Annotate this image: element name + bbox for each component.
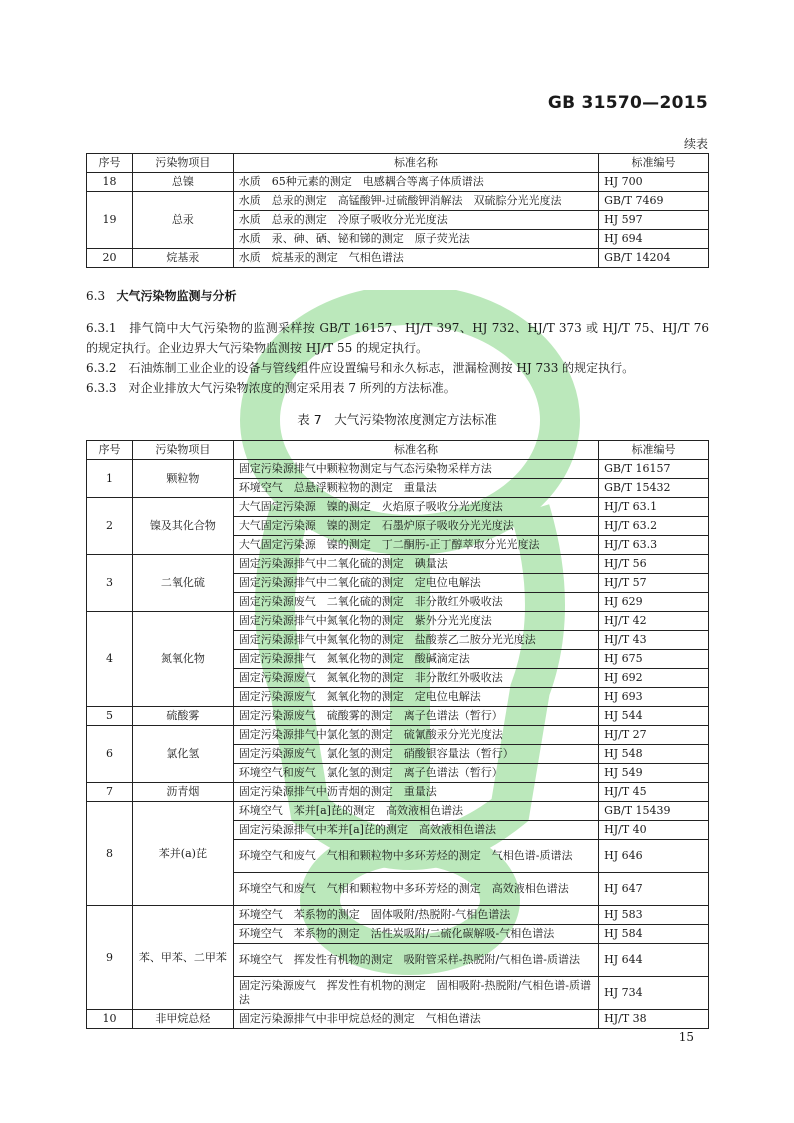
header-cell: 序号 <box>87 154 133 173</box>
standard-code-cell: HJ 629 <box>599 593 709 612</box>
standard-code-cell: HJ 675 <box>599 650 709 669</box>
standard-name: 大气固定污染源 镍的测定 丁二酮肟-正丁醇萃取分光光度法 <box>233 536 598 555</box>
paragraph-6-3-3: 6.3.3 对企业排放大气污染物浓度的测定采用表 7 所列的方法标准。 <box>86 381 456 395</box>
standard-name: 固定污染源废气 氯化氢的测定 硝酸银容量法（暂行） <box>233 745 598 764</box>
pollutant-item: 苯、甲苯、二甲苯 <box>132 906 233 1010</box>
standard-code-cell: HJ 734 <box>599 977 709 1010</box>
table-row <box>87 802 709 821</box>
table-caption: 表 7 大气污染物浓度测定方法标准 <box>297 412 497 427</box>
standard-code-cell: HJ 692 <box>599 669 709 688</box>
table-row <box>87 1010 709 1029</box>
table-row <box>87 783 709 802</box>
table-row <box>87 173 709 192</box>
header-cell: 标准名称 <box>233 154 598 173</box>
header-cell: 标准名称 <box>233 441 598 460</box>
row-number: 18 <box>87 173 133 192</box>
standard-code-cell: HJ 597 <box>599 211 709 230</box>
pollutant-item: 沥青烟 <box>132 783 233 802</box>
standard-name: 水质 总汞的测定 冷原子吸收分光光度法 <box>233 211 598 230</box>
table-row <box>87 612 709 631</box>
row-number: 7 <box>87 783 133 802</box>
row-number: 3 <box>87 555 133 612</box>
pollutant-item: 镍及其化合物 <box>132 498 233 555</box>
standard-code-cell: HJ/T 57 <box>599 574 709 593</box>
pollutant-item: 烷基汞 <box>132 249 233 268</box>
standard-code-cell: HJ/T 42 <box>599 612 709 631</box>
standard-code-cell: HJ/T 63.2 <box>599 517 709 536</box>
standard-name: 固定污染源排气 氮氧化物的测定 酸碱滴定法 <box>233 650 598 669</box>
pollutant-item: 总镍 <box>132 173 233 192</box>
standard-name: 固定污染源排气中颗粒物测定与气态污染物采样方法 <box>233 460 598 479</box>
standard-code-cell: HJ 544 <box>599 707 709 726</box>
standard-name: 固定污染源排气中沥青烟的测定 重量法 <box>233 783 598 802</box>
header-cell: 标准编号 <box>599 441 709 460</box>
table-header-row <box>87 441 709 460</box>
standard-code-cell: HJ 584 <box>599 925 709 944</box>
standard-name: 固定污染源排气中二氧化硫的测定 碘量法 <box>233 555 598 574</box>
standard-name: 环境空气 苯系物的测定 固体吸附/热脱附-气相色谱法 <box>233 906 598 925</box>
standard-code-cell: HJ/T 45 <box>599 783 709 802</box>
standard-name: 环境空气 苯并[a]芘的测定 高效液相色谱法 <box>233 802 598 821</box>
row-number: 1 <box>87 460 133 498</box>
pollutant-item: 氮氧化物 <box>132 612 233 707</box>
row-number: 9 <box>87 906 133 1010</box>
row-number: 6 <box>87 726 133 783</box>
standard-name: 固定污染源排气中苯并[a]芘的测定 高效液相色谱法 <box>233 821 598 840</box>
standard-code-cell: GB/T 7469 <box>599 192 709 211</box>
standard-name: 固定污染源排气中氯化氢的测定 硫氰酸汞分光光度法 <box>233 726 598 745</box>
paragraph-6-3-2: 6.3.2 石油炼制工业企业的设备与管线组件应设置编号和永久标志，泄漏检测按 HJ 733 的规定执行。 <box>86 361 635 375</box>
standard-code-cell: HJ/T 63.1 <box>599 498 709 517</box>
table-continued <box>86 153 709 268</box>
standard-name: 环境空气 总悬浮颗粒物的测定 重量法 <box>233 479 598 498</box>
header-cell: 序号 <box>87 441 133 460</box>
standard-code-cell: HJ/T 27 <box>599 726 709 745</box>
standard-name: 固定污染源排气中氮氧化物的测定 盐酸萘乙二胺分光光度法 <box>233 631 598 650</box>
row-number: 4 <box>87 612 133 707</box>
standard-name: 环境空气和废气 气相和颗粒物中多环芳烃的测定 高效液相色谱法 <box>233 873 598 906</box>
continued-label: 续表 <box>683 137 708 151</box>
header-cell: 标准编号 <box>599 154 709 173</box>
header-cell: 污染物项目 <box>132 441 233 460</box>
standard-name: 固定污染源废气 氮氧化物的测定 定电位电解法 <box>233 688 598 707</box>
row-number: 2 <box>87 498 133 555</box>
standard-name: 环境空气 挥发性有机物的测定 吸附管采样-热脱附/气相色谱-质谱法 <box>233 944 598 977</box>
table-row <box>87 726 709 745</box>
section-number: 6.3 <box>86 289 106 303</box>
standard-code: GB 31570—2015 <box>547 93 708 113</box>
pollutant-item: 颗粒物 <box>132 460 233 498</box>
standard-name: 水质 烷基汞的测定 气相色谱法 <box>233 249 598 268</box>
pollutant-item: 硫酸雾 <box>132 707 233 726</box>
table-row <box>87 249 709 268</box>
standard-code-cell: HJ/T 40 <box>599 821 709 840</box>
standard-name: 水质 65种元素的测定 电感耦合等离子体质谱法 <box>233 173 598 192</box>
table-row <box>87 498 709 517</box>
standard-name: 大气固定污染源 镍的测定 火焰原子吸收分光光度法 <box>233 498 598 517</box>
standard-code-cell: HJ 644 <box>599 944 709 977</box>
standard-name: 大气固定污染源 镍的测定 石墨炉原子吸收分光光度法 <box>233 517 598 536</box>
standard-code-cell: HJ 646 <box>599 840 709 873</box>
pollutant-item: 苯并(a)芘 <box>132 802 233 906</box>
pollutant-item: 氯化氢 <box>132 726 233 783</box>
standard-name: 固定污染源废气 硫酸雾的测定 离子色谱法（暂行） <box>233 707 598 726</box>
page-number: 15 <box>678 1030 694 1044</box>
standard-name: 固定污染源排气中非甲烷总烃的测定 气相色谱法 <box>233 1010 598 1029</box>
standard-code-cell: HJ 647 <box>599 873 709 906</box>
standard-code-cell: HJ/T 56 <box>599 555 709 574</box>
table-row <box>87 460 709 479</box>
standard-name: 固定污染源废气 挥发性有机物的测定 固相吸附-热脱附/气相色谱-质谱法 <box>233 977 598 1010</box>
table-row <box>87 707 709 726</box>
standard-code-cell: GB/T 14204 <box>599 249 709 268</box>
section-heading <box>86 287 237 304</box>
standard-code-cell: HJ 583 <box>599 906 709 925</box>
standard-name: 环境空气和废气 气相和颗粒物中多环芳烃的测定 气相色谱-质谱法 <box>233 840 598 873</box>
standard-code-cell: HJ/T 63.3 <box>599 536 709 555</box>
standard-code-cell: HJ 700 <box>599 173 709 192</box>
standard-code-cell: GB/T 15432 <box>599 479 709 498</box>
header-cell: 污染物项目 <box>132 154 233 173</box>
row-number: 8 <box>87 802 133 906</box>
table-row <box>87 906 709 925</box>
standard-code-cell: HJ 549 <box>599 764 709 783</box>
standard-code-cell: HJ/T 38 <box>599 1010 709 1029</box>
standard-code-cell: GB/T 16157 <box>599 460 709 479</box>
table-header-row <box>87 154 709 173</box>
paragraph-6-3-1: 6.3.1 排气筒中大气污染物的监测采样按 GB/T 16157、HJ/T 397、HJ 732、HJ/T 373 或 HJ/T 75、HJ/T 76 的规定执行。企业边界大气污染物监测按 HJ/T 55 的规定执行。 <box>86 321 709 355</box>
pollutant-item: 总汞 <box>132 192 233 249</box>
standard-name: 固定污染源废气 氮氧化物的测定 非分散红外吸收法 <box>233 669 598 688</box>
table-row <box>87 555 709 574</box>
table-7 <box>86 440 709 1029</box>
standard-name: 环境空气 苯系物的测定 活性炭吸附/二硫化碳解吸-气相色谱法 <box>233 925 598 944</box>
table-row <box>87 192 709 211</box>
standard-code-cell: HJ/T 43 <box>599 631 709 650</box>
standard-name: 水质 汞、砷、硒、铋和锑的测定 原子荧光法 <box>233 230 598 249</box>
row-number: 20 <box>87 249 133 268</box>
standard-name: 水质 总汞的测定 高锰酸钾-过硫酸钾消解法 双硫腙分光光度法 <box>233 192 598 211</box>
row-number: 10 <box>87 1010 133 1029</box>
standard-name: 固定污染源废气 二氧化硫的测定 非分散红外吸收法 <box>233 593 598 612</box>
pollutant-item: 二氧化硫 <box>132 555 233 612</box>
standard-name: 固定污染源排气中氮氧化物的测定 紫外分光光度法 <box>233 612 598 631</box>
standard-name: 环境空气和废气 氯化氢的测定 离子色谱法（暂行） <box>233 764 598 783</box>
pollutant-item: 非甲烷总烃 <box>132 1010 233 1029</box>
row-number: 5 <box>87 707 133 726</box>
row-number: 19 <box>87 192 133 249</box>
section-title: 大气污染物监测与分析 <box>116 289 237 303</box>
standard-code-cell: HJ 548 <box>599 745 709 764</box>
standard-code-cell: GB/T 15439 <box>599 802 709 821</box>
standard-code-cell: HJ 693 <box>599 688 709 707</box>
standard-code-cell: HJ 694 <box>599 230 709 249</box>
standard-name: 固定污染源排气中二氧化硫的测定 定电位电解法 <box>233 574 598 593</box>
